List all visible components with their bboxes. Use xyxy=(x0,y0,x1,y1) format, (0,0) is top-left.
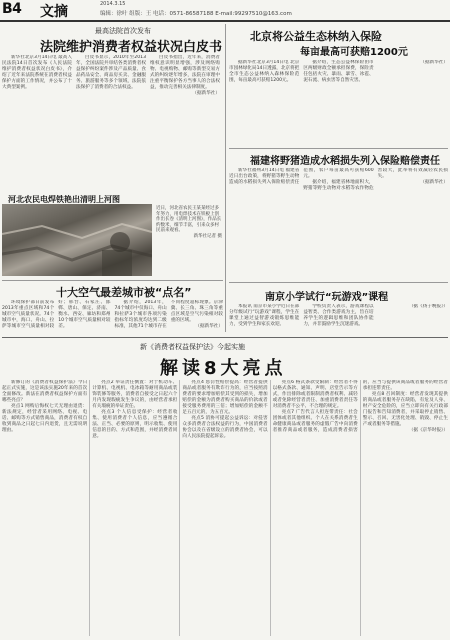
section-name: 文摘 xyxy=(40,4,68,20)
section-rule xyxy=(2,337,448,338)
article6-title: 解读8大亮点 xyxy=(160,358,287,379)
article3-source: （据新华社） xyxy=(420,60,448,65)
article1-title: 法院维护消费者权益状况白皮书 xyxy=(40,40,223,55)
article2-title: 十大空气最差城市被“点名” xyxy=(56,286,192,299)
article6-body xyxy=(2,380,448,636)
article2-paragraph: 据介绍，2013年，74个城市中仅海口、舟山和拉萨3个城市各项污染指标年均浓度均达到二级标准，其他71个城市存在不同程度超标现象。京津冀、长三角、珠三角等重点区域是空气污染相对较重的区域。 xyxy=(114,300,223,329)
article4-paragraph: 新华社福州3月14日电 福建省近日出台政策，将野猪等野生动物造成的水稻损失列入保险赔偿责任范围，农户每亩最高可获赔600元。 xyxy=(229,168,374,185)
issue-date: 2014.3.15 xyxy=(100,1,126,7)
article3-subtitle: 每亩最高可获赔1200元 xyxy=(300,47,408,58)
article6-paragraph: 亮点8 召回制度：经营者发现其提供的商品或者服务存在缺陷，有危及人身、财产安全危险的，应当立即向有关行政部门报告和告知消费者，并采取停止销售、警示、召回、无害化处理、销毁、停止生产或者服务等措施。 xyxy=(362,392,448,427)
article3-paragraph: 据介绍，生态公益林保险由市区两级财政全额承担保费，保险责任包括火灾、暴雨、暴雪、冰雹、泥石流、病虫害等自然灾害。 xyxy=(303,60,374,83)
section-rule xyxy=(229,282,448,283)
editor-contacts: 编辑：徐叶 组版：王 电话：0571-86587188 E-mail:99297510@163.com xyxy=(100,11,292,17)
article2-source: （据新华社） xyxy=(195,324,223,329)
article4-paragraph: 据介绍，福建省林地面积大，野猪等野生动物对水稻等农作物危害较大，此举将有效减轻农民损失。 xyxy=(303,168,448,191)
article3-title: 北京将公益生态林纳入保险 xyxy=(250,30,382,43)
article5-source: （据《扬子晚报》） xyxy=(408,304,448,309)
steel-painting-photo xyxy=(2,204,152,276)
column-divider xyxy=(225,24,226,332)
photo-texture xyxy=(2,204,152,276)
article5-paragraph: 本报讯 南京市某小学近日在部分年级试行“玩游戏”课程，学生在课堂上通过益智游戏锻炼思维能力，受到学生和家长欢迎。 xyxy=(229,304,300,327)
article4-source: （据新华社） xyxy=(420,180,448,185)
article6-source: （据《京华时报》） xyxy=(408,428,448,433)
section-rule xyxy=(229,148,448,149)
article1-paragraph: 白皮书显示，2010年至2013年，全国法院共审结各类消费者权益保护纠纷案件涉及产品质量、食品药品安全、商品房买卖、金融服务、旅游服务等多个领域，法院依法保护了消费者的合法权益。 xyxy=(76,55,146,90)
photo1-title: 河北农民电焊铁艳出清明上河图 xyxy=(8,195,120,204)
article6-kicker: 新《消费者权益保护法》今起实施 xyxy=(140,343,245,351)
article1-body xyxy=(2,55,220,190)
article6-paragraph: 亮点5 消协可提起公益诉讼：对侵害众多消费者合法权益的行为，中国消费者协会以及在省级设立的消费者协会，可以向人民法院提起诉讼。 xyxy=(182,416,268,439)
article4-title: 福建将野猪造成水稻损失列入保险赔偿责任 xyxy=(250,156,440,167)
article2-paragraph: 环境保护部日前发布2013年重点区域和74个城市空气质量状况。74个城市中，海口、舟山、拉萨等城市空气质量相对较好；邢台、石家庄、邯郸、唐山、保定、济南、衡水、西安、廊坊和郑州10个城市空气质量相对较差。 xyxy=(2,300,111,329)
article6-paragraph: 新修订的《消费者权益保护法》今日起正式实施，这是该法实施20年来的首次全面修改。新法在消费者权益保护方面有哪些亮点？ xyxy=(2,380,88,403)
article1-paragraph: 新华社北京3月14日电 最高人民法院14日首次发布《人民法院维护消费者权益状况白皮书》，介绍了近年来法院系统在消费者权益保护方面的工作情况，并公布了十大典型案例。 xyxy=(2,55,72,90)
article5-body xyxy=(229,304,448,334)
article6-paragraph: 亮点2 举证责任倒置：对于机动车、计算机、电视机、电冰箱等耐用商品或装饰装修等服务，消费者自接受之日起六个月内发现瑕疵发生争议的，由经营者承担有关瑕疵的举证责任。 xyxy=(92,380,178,409)
article6-paragraph: 亮点3 个人信息受保护：经营者收集、使用消费者个人信息，应当遵循合法、正当、必要的原则，明示收集、使用信息的目的、方式和范围，并经消费者同意。 xyxy=(92,410,178,439)
article6-paragraph: 亮点7 广告代言人担连带责任：社会团体或者其他组织、个人在关系消费者生命健康商品或者服务的虚假广告中向消费者推荐商品或者服务，造成消费者损害的，应当与提供该商品或者服务的经营者承担连带责任。 xyxy=(272,380,448,433)
photo1-credit: 新华社记者 摄 xyxy=(193,233,222,239)
article1-kicker: 最高法院首次发布 xyxy=(95,27,151,35)
article6-paragraph: 亮点1 网购后悔权七天无理由退货：新法规定，经营者采用网络、电视、电话、邮购等方式销售商品，消费者有权自收到商品之日起七日内退货，且无需说明理由。 xyxy=(2,404,88,433)
page-tag: B4 xyxy=(2,1,22,17)
article2-body xyxy=(2,300,223,332)
article3-paragraph: 据新华社北京3月14日电 北京市园林绿化局14日透露，北京将把全市生态公益林纳入森林保险范围，每亩最高可获赔1200元。 xyxy=(229,60,300,83)
section-rule xyxy=(2,280,223,281)
article5-paragraph: 学校负责人表示，游戏课程以益智类、合作类游戏为主，旨在培养学生的逻辑思维和团队协作能力，并非鼓励学生沉迷游戏。 xyxy=(303,304,374,327)
masthead xyxy=(0,0,450,22)
article5-title: 南京小学试行“玩游戏”课程 xyxy=(265,292,389,303)
article4-body xyxy=(229,168,448,278)
article1-source: （据新华社） xyxy=(192,91,220,96)
article1-paragraph: 白皮书指出，近年来，消费者维权意识明显增强，涉及网络购物、电视购物、邮购等新型交易方式的纠纷逐年增多，法院在审理中注重平衡保护各方当事人的合法权益，推动完善相关法律制度。 xyxy=(150,55,220,90)
photo1-caption: 近日，河北省农民王某某经过多年努力，用电焊技术在铁板上创作出长卷《清明上河图》，作品长约数米，细节丰富，引来众多村民前来观看。 新华社记者 摄 xyxy=(156,206,222,239)
article3-body xyxy=(229,60,448,145)
article6-paragraph: 亮点6 格式条款受限制：经营者不得以格式条款、通知、声明、店堂告示等方式，作出排除或者限制消费者权利、减轻或者免除经营者责任、加重消费者责任等对消费者不公平、不合理的规定。 xyxy=(272,380,358,409)
article6-paragraph: 亮点4 惩罚性赔偿提高：经营者提供商品或者服务有欺诈行为的，应当按照消费者的要求增加赔偿其受到的损失，增加赔偿的金额为消费者购买商品的价款或者接受服务费用的三倍；增加赔偿的金额不足五百元的，为五百元。 xyxy=(182,380,268,415)
